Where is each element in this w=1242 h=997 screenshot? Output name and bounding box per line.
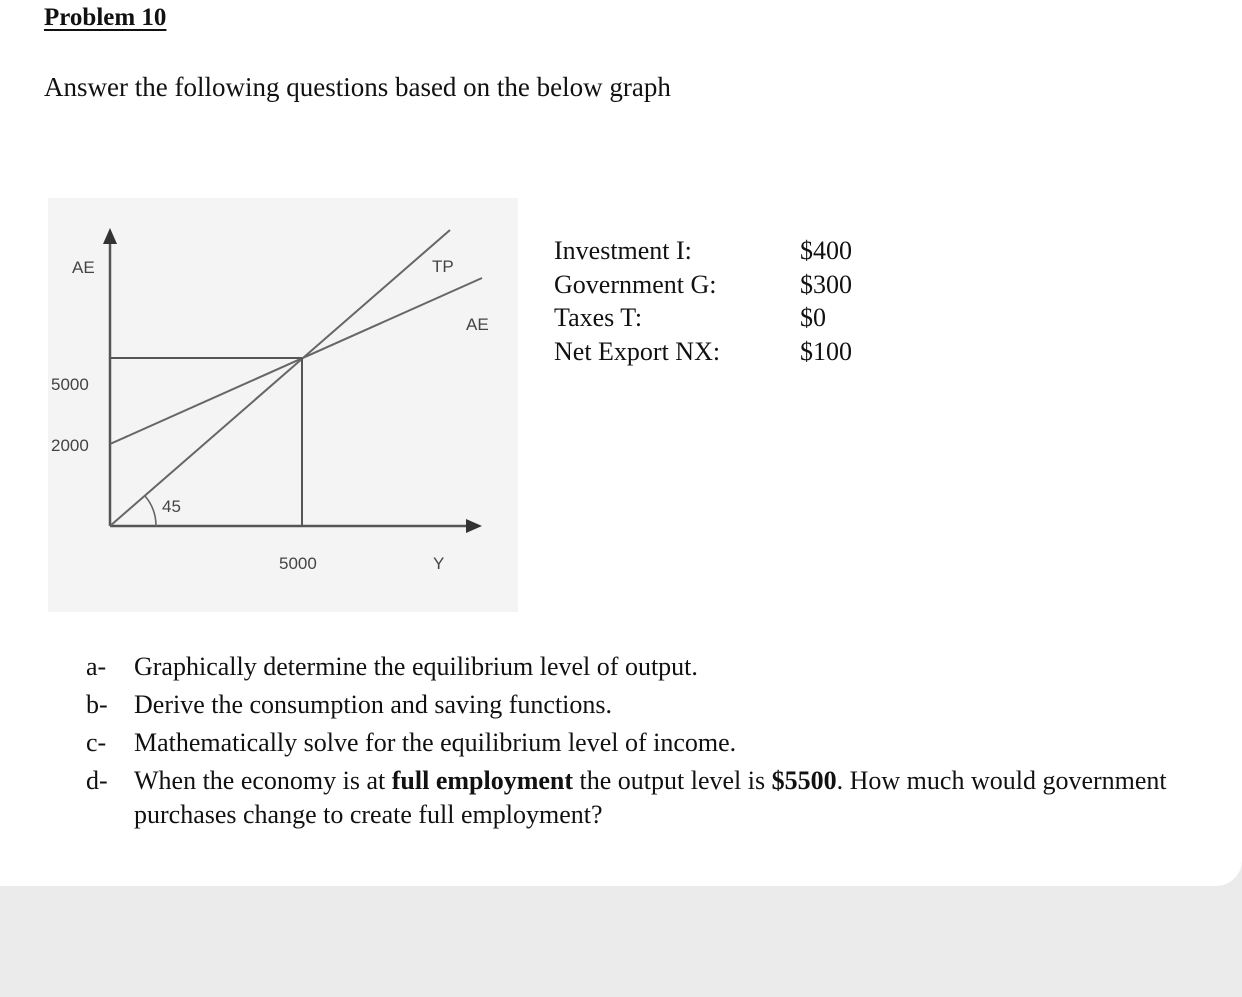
y-axis-label: AE [72, 258, 95, 277]
question-bold-value: $5500 [771, 766, 837, 795]
question-list [86, 650, 1206, 836]
question-letter: b- [86, 690, 108, 719]
question-c [86, 726, 1206, 760]
angle-arc [145, 496, 156, 526]
tp-45-degree-line [110, 230, 450, 526]
angle-label: 45 [162, 497, 181, 516]
y-tick-2000: 2000 [51, 436, 89, 455]
question-bold-text: full employment [391, 766, 574, 795]
question-text: When the economy is at [134, 766, 392, 795]
ae-line-label: AE [466, 315, 489, 334]
ae-graph [48, 198, 518, 612]
value-label: Investment I: [554, 236, 692, 265]
value-label: Government G: [554, 269, 717, 299]
value-amount: $100 [800, 336, 852, 366]
question-d [86, 764, 1206, 832]
question-letter: c- [86, 728, 107, 757]
value-amount: $300 [800, 269, 852, 299]
question-letter: a- [86, 652, 107, 681]
value-label: Taxes T: [554, 303, 643, 332]
question-text: Graphically determine the equilibrium level of output. [134, 652, 698, 681]
ae-line [110, 278, 482, 444]
value-amount: $0 [800, 303, 826, 332]
ae-graph-svg [48, 198, 518, 612]
question-text: Mathematically solve for the equilibrium level of income. [134, 728, 737, 757]
intro-text: Answer the following questions based on the below graph [44, 72, 671, 102]
question-text: . How much would government purchases change to create full employment? [134, 766, 1167, 829]
value-amount: $400 [800, 236, 852, 265]
problem-title: Problem 10 [44, 4, 167, 31]
question-letter: d- [86, 766, 108, 795]
y-axis-arrow-icon [103, 228, 117, 244]
x-tick-5000: 5000 [279, 554, 317, 573]
value-label: Net Export NX: [554, 336, 721, 366]
y-tick-5000: 5000 [51, 375, 89, 394]
x-axis-arrow-icon [466, 519, 482, 533]
question-b [86, 688, 1206, 722]
question-text: Derive the consumption and saving functions. [134, 690, 613, 719]
question-a [86, 650, 1206, 684]
tp-label: TP [432, 257, 454, 276]
x-axis-label: Y [433, 554, 445, 573]
question-text: the output level is [573, 766, 772, 795]
